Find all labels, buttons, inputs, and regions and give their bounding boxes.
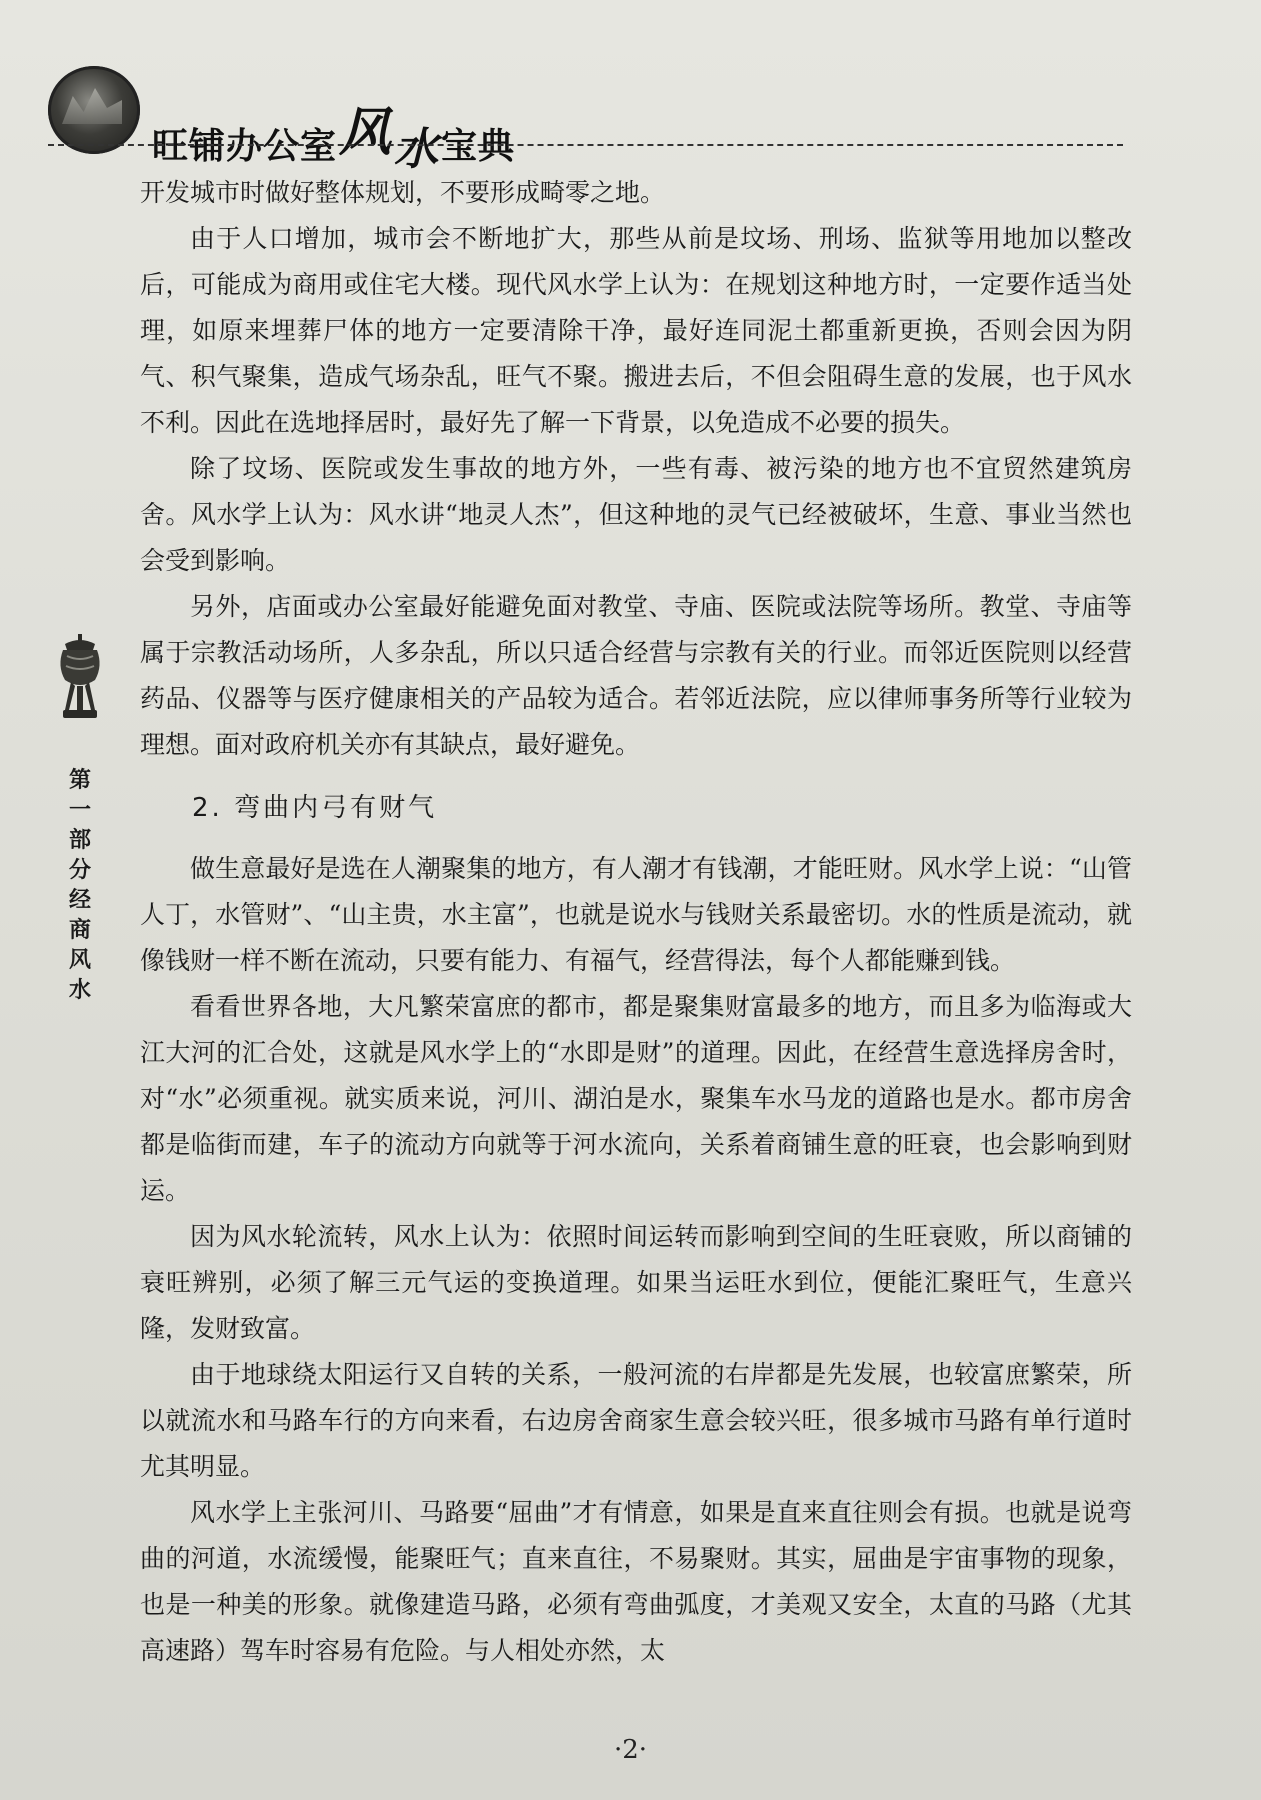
paragraph: 风水学上主张河川、马路要“屈曲”才有情意，如果是直来直往则会有损。也就是说弯曲的河道，水流缓慢，能聚旺气；直来直往，不易聚财。其实，屈曲是宇宙事物的现象，也是一种美的形象。就像建造马路，必须有弯曲弧度，才美观又安全，太直的马路（尤其高速路）驾车时容易有危险。与人相处亦然，太 <box>140 1498 1132 1665</box>
page-number: ·2· <box>613 1735 648 1765</box>
side-label <box>52 632 108 1006</box>
paragraph: 开发城市时做好整体规划，不要形成畸零之地。 <box>140 178 666 207</box>
paragraph: 除了坟场、医院或发生事故的地方外，一些有毒、被污染的地方也不宜贸然建筑房舍。风水学上认为：风水讲“地灵人杰”，但这种地的灵气已经被破坏，生意、事业当然也会受到影响。 <box>140 454 1132 575</box>
landscape-emblem-icon <box>48 66 140 154</box>
paragraph: 因为风水轮流转，风水上认为：依照时间运转而影响到空间的生旺衰败，所以商铺的衰旺辨别，必须了解三元气运的变换道理。如果当运旺水到位，便能汇聚旺气，生意兴隆，发财致富。 <box>140 1222 1132 1343</box>
paragraph: 做生意最好是选在人潮聚集的地方，有人潮才有钱潮，才能旺财。风水学上说：“山管人丁，水管财”、“山主贵，水主富”，也就是说水与钱财关系最密切。水的性质是流动，就像钱财一样不断在流动，只要有能力、有福气，经营得法，每个人都能赚到钱。 <box>140 854 1132 975</box>
header-divider <box>48 144 1123 146</box>
paragraph: 另外，店面或办公室最好能避免面对教堂、寺庙、医院或法院等场所。教堂、寺庙等属于宗教活动场所，人多杂乱，所以只适合经营与宗教有关的行业。而邻近医院则以经营药品、仪器等与医疗健康相关的产品较为适合。若邻近法院，应以律师事务所等行业较为理想。面对政府机关亦有其缺点，最好避免。 <box>140 592 1132 759</box>
ancient-vessel-icon <box>57 632 103 724</box>
section-heading: 2. 弯曲内弓有财气 <box>192 793 438 823</box>
paragraph: 看看世界各地，大凡繁荣富庶的都市，都是聚集财富最多的地方，而且多为临海或大江大河的汇合处，这就是风水学上的“水即是财”的道理。因此，在经营生意选择房舍时，对“水”必须重视。就实质来说，河川、湖泊是水，聚集车水马龙的道路也是水。都市房舍都是临街而建，车子的流动方向就等于河水流向，关系着商铺生意的旺衰，也会影响到财运。 <box>140 992 1132 1205</box>
paragraph: 由于人口增加，城市会不断地扩大，那些从前是坟场、刑场、监狱等用地加以整改后，可能成为商用或住宅大楼。现代风水学上认为：在规划这种地方时，一定要作适当处理，如原来埋葬尸体的地方一定要清除干净，最好连同泥土都重新更换，否则会因为阴气、积气聚集，造成气场杂乱，旺气不聚。搬进去后，不但会阻碍生意的发展，也于风水不利。因此在选地择居时，最好先了解一下背景，以免造成不必要的损失。 <box>140 224 1132 437</box>
book-title-part1: 旺铺办公室 <box>152 126 338 167</box>
book-title-shui: 水 <box>394 124 440 175</box>
book-title <box>152 98 515 173</box>
book-title-part2: 宝典 <box>441 126 516 167</box>
paragraph: 由于地球绕太阳运行又自转的关系，一般河流的右岸都是先发展，也较富庶繁荣，所以就流水和马路车行的方向来看，右边房舍商家生意会较兴旺，很多城市马路有单行道时尤其明显。 <box>140 1360 1132 1481</box>
book-title-feng: 风 <box>339 102 393 163</box>
side-section-label: 经商风水 <box>68 888 91 1003</box>
body-text <box>140 170 1132 1674</box>
page-header <box>48 60 1128 175</box>
side-part-label: 第一部分 <box>68 768 91 883</box>
